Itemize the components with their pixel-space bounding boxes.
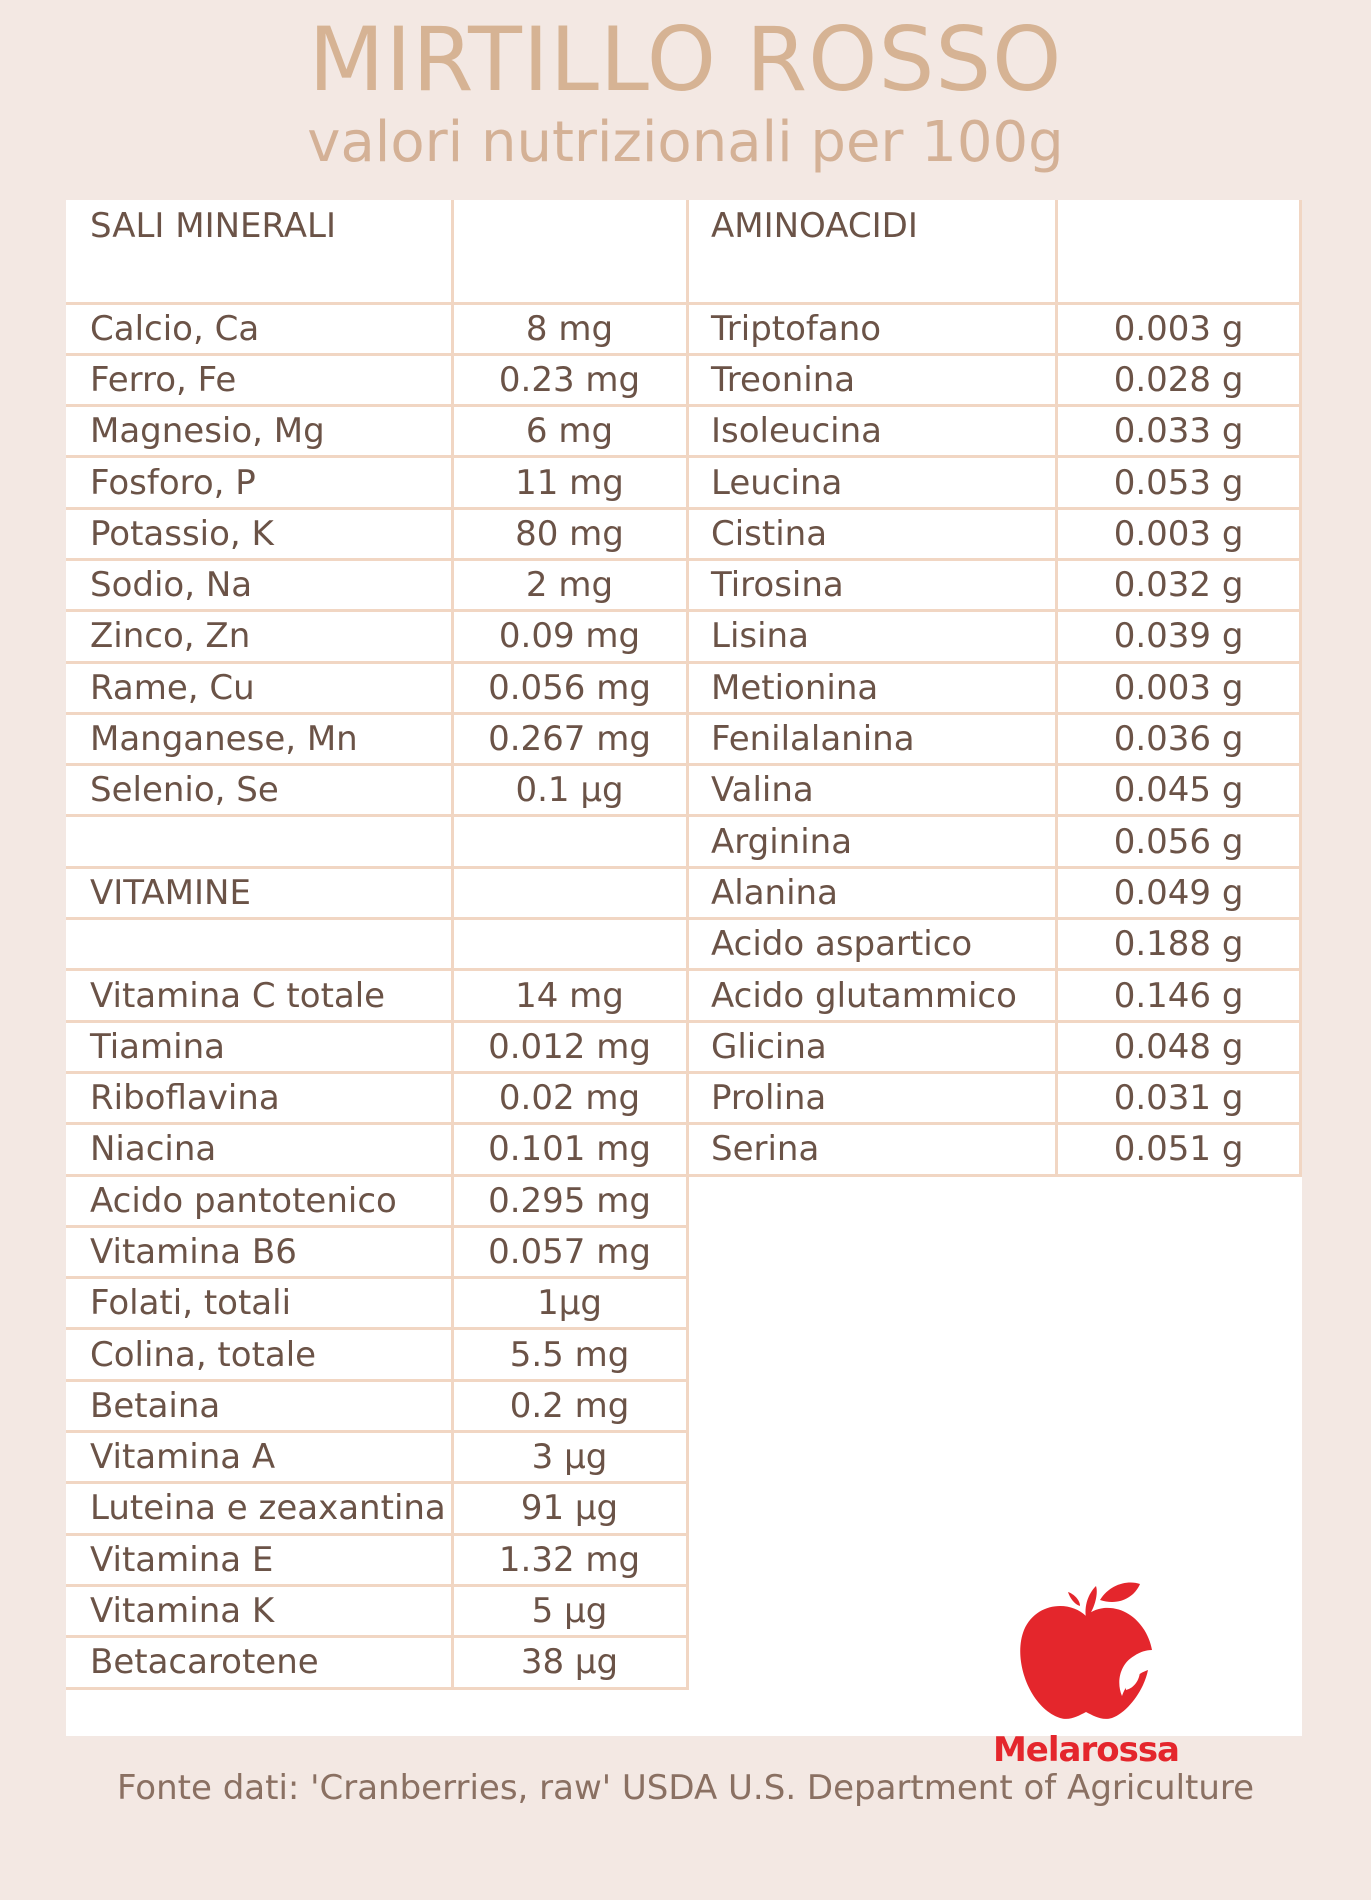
table-row — [66, 765, 687, 816]
nutrient-value: 0.056 g — [1057, 816, 1301, 867]
nutrient-name: Vitamina K — [66, 1585, 452, 1636]
table-row — [66, 303, 687, 354]
table-row — [66, 1021, 687, 1072]
nutrient-value: 0.003 g — [1057, 303, 1301, 354]
nutrient-name: Arginina — [687, 816, 1057, 867]
logo-text: Melarossa — [992, 1730, 1180, 1770]
section-header-value — [1057, 200, 1301, 303]
nutrient-value: 0.2 mg — [452, 1380, 687, 1431]
section-header: SALI MINERALI — [90, 206, 337, 246]
nutrient-name: Isoleucina — [687, 406, 1057, 457]
nutrient-value: 0.051 g — [1057, 1124, 1301, 1175]
section-header-value — [452, 200, 687, 303]
table-row — [66, 611, 687, 662]
melarossa-logo — [966, 1578, 1206, 1798]
nutrition-panel — [66, 200, 1302, 1770]
nutrient-value: 0.032 g — [1057, 559, 1301, 610]
nutrient-value: 0.045 g — [1057, 765, 1301, 816]
nutrient-value: 0.02 mg — [452, 1072, 687, 1123]
nutrient-name: Vitamina B6 — [66, 1226, 452, 1277]
table-row — [687, 457, 1301, 508]
table-row — [66, 457, 687, 508]
nutrient-value: 0.09 mg — [452, 611, 687, 662]
table-row — [66, 713, 687, 764]
table-row — [687, 816, 1301, 867]
nutrient-value: 0.036 g — [1057, 713, 1301, 764]
table-row — [66, 1534, 687, 1585]
table-row — [66, 406, 687, 457]
nutrient-value: 6 mg — [452, 406, 687, 457]
nutrient-name: Colina, totale — [66, 1329, 452, 1380]
table-row — [66, 662, 687, 713]
nutrient-value: 0.003 g — [1057, 662, 1301, 713]
nutrient-name: Tirosina — [687, 559, 1057, 610]
nutrient-name: Magnesio, Mg — [66, 406, 452, 457]
nutrient-value: 0.146 g — [1057, 970, 1301, 1021]
nutrient-value — [452, 816, 687, 867]
nutrient-value: 3 µg — [452, 1432, 687, 1483]
table-row — [66, 1124, 687, 1175]
nutrient-value: 1µg — [452, 1278, 687, 1329]
table-row — [66, 1432, 687, 1483]
nutrient-name: Manganese, Mn — [66, 713, 452, 764]
nutrient-name: Potassio, K — [66, 508, 452, 559]
nutrient-value: 1.32 mg — [452, 1534, 687, 1585]
amino-acids-table — [687, 200, 1302, 1177]
nutrient-value — [452, 867, 687, 918]
nutrient-value: 0.295 mg — [452, 1175, 687, 1226]
nutrient-name: Fosforo, P — [66, 457, 452, 508]
nutrient-value: 0.031 g — [1057, 1072, 1301, 1123]
nutrient-name: Rame, Cu — [66, 662, 452, 713]
nutrient-value: 5.5 mg — [452, 1329, 687, 1380]
table-row — [687, 765, 1301, 816]
nutrient-name: Betaina — [66, 1380, 452, 1431]
table-row — [687, 662, 1301, 713]
nutrient-value — [452, 919, 687, 970]
table-row — [66, 1175, 687, 1226]
table-row — [66, 559, 687, 610]
nutrient-value: 14 mg — [452, 970, 687, 1021]
table-row — [687, 406, 1301, 457]
table-row — [66, 970, 687, 1021]
nutrient-name: Lisina — [687, 611, 1057, 662]
source-footer: Fonte dati: 'Cranberries, raw' USDA U.S. Department of Agriculture — [116, 1768, 1255, 1808]
nutrient-value: 0.039 g — [1057, 611, 1301, 662]
table-row — [66, 1585, 687, 1636]
nutrient-value: 0.028 g — [1057, 354, 1301, 405]
table-row — [687, 508, 1301, 559]
nutrient-value: 0.057 mg — [452, 1226, 687, 1277]
table-row — [66, 1072, 687, 1123]
nutrient-name: Alanina — [687, 867, 1057, 918]
table-row — [687, 1124, 1301, 1175]
table-row — [687, 970, 1301, 1021]
table-row — [66, 1329, 687, 1380]
minerals-vitamins-table — [66, 200, 689, 1690]
table-row — [66, 1637, 687, 1688]
nutrient-name: VITAMINE — [66, 867, 452, 918]
table-row — [687, 867, 1301, 918]
page-title: MIRTILLO ROSSO — [308, 8, 1063, 111]
nutrient-name: Selenio, Se — [66, 765, 452, 816]
nutrient-value: 0.012 mg — [452, 1021, 687, 1072]
table-header-row — [66, 200, 687, 303]
table-row — [66, 508, 687, 559]
nutrient-value: 5 µg — [452, 1585, 687, 1636]
nutrient-name: Serina — [687, 1124, 1057, 1175]
nutrient-value: 80 mg — [452, 508, 687, 559]
nutrient-name: Leucina — [687, 457, 1057, 508]
table-row — [687, 303, 1301, 354]
nutrient-value: 0.188 g — [1057, 919, 1301, 970]
table-row — [66, 1380, 687, 1431]
nutrient-name: Betacarotene — [66, 1637, 452, 1688]
nutrient-value: 2 mg — [452, 559, 687, 610]
table-row — [687, 1072, 1301, 1123]
nutrient-value: 0.056 mg — [452, 662, 687, 713]
table-row — [687, 1021, 1301, 1072]
nutrient-name: Acido glutammico — [687, 970, 1057, 1021]
table-row — [66, 867, 687, 918]
table-row — [66, 1278, 687, 1329]
nutrient-name — [66, 919, 452, 970]
nutrient-name: Ferro, Fe — [66, 354, 452, 405]
table-row — [66, 1483, 687, 1534]
nutrient-value: 11 mg — [452, 457, 687, 508]
nutrient-name: Treonina — [687, 354, 1057, 405]
table-row — [687, 713, 1301, 764]
nutrient-name: Cistina — [687, 508, 1057, 559]
nutrient-value: 0.048 g — [1057, 1021, 1301, 1072]
nutrient-name: Calcio, Ca — [66, 303, 452, 354]
page-subtitle: valori nutrizionali per 100g — [307, 110, 1064, 175]
table-row — [66, 816, 687, 867]
nutrient-name — [66, 816, 452, 867]
table-row — [687, 611, 1301, 662]
nutrient-value: 0.049 g — [1057, 867, 1301, 918]
nutrient-name: Sodio, Na — [66, 559, 452, 610]
section-header: AMINOACIDI — [711, 206, 918, 246]
nutrient-name: Acido aspartico — [687, 919, 1057, 970]
nutrient-value: 0.101 mg — [452, 1124, 687, 1175]
nutrient-value: 0.053 g — [1057, 457, 1301, 508]
nutrient-name: Niacina — [66, 1124, 452, 1175]
nutrient-name: Glicina — [687, 1021, 1057, 1072]
table-row — [687, 559, 1301, 610]
nutrient-value: 0.267 mg — [452, 713, 687, 764]
nutrient-name: Vitamina A — [66, 1432, 452, 1483]
nutrient-name: Zinco, Zn — [66, 611, 452, 662]
nutrient-value: 38 µg — [452, 1637, 687, 1688]
nutrient-value: 0.003 g — [1057, 508, 1301, 559]
nutrient-value: 8 mg — [452, 303, 687, 354]
table-row — [687, 919, 1301, 970]
nutrient-value: 91 µg — [452, 1483, 687, 1534]
nutrient-name: Folati, totali — [66, 1278, 452, 1329]
nutrient-name: Tiamina — [66, 1021, 452, 1072]
nutrient-name: Riboflavina — [66, 1072, 452, 1123]
table-header-row — [687, 200, 1301, 303]
table-row — [66, 354, 687, 405]
nutrient-name: Luteina e zeaxantina — [66, 1483, 452, 1534]
nutrient-name: Prolina — [687, 1072, 1057, 1123]
nutrient-name: Metionina — [687, 662, 1057, 713]
nutrient-value: 0.033 g — [1057, 406, 1301, 457]
table-row — [66, 1226, 687, 1277]
table-row — [687, 354, 1301, 405]
nutrient-name: Valina — [687, 765, 1057, 816]
nutrient-name: Fenilalanina — [687, 713, 1057, 764]
nutrient-value: 0.1 µg — [452, 765, 687, 816]
nutrient-name: Vitamina E — [66, 1534, 452, 1585]
table-row — [66, 919, 687, 970]
nutrient-name: Vitamina C totale — [66, 970, 452, 1021]
nutrient-name: Triptofano — [687, 303, 1057, 354]
apple-icon — [1008, 1578, 1164, 1726]
nutrient-value: 0.23 mg — [452, 354, 687, 405]
nutrient-name: Acido pantotenico — [66, 1175, 452, 1226]
